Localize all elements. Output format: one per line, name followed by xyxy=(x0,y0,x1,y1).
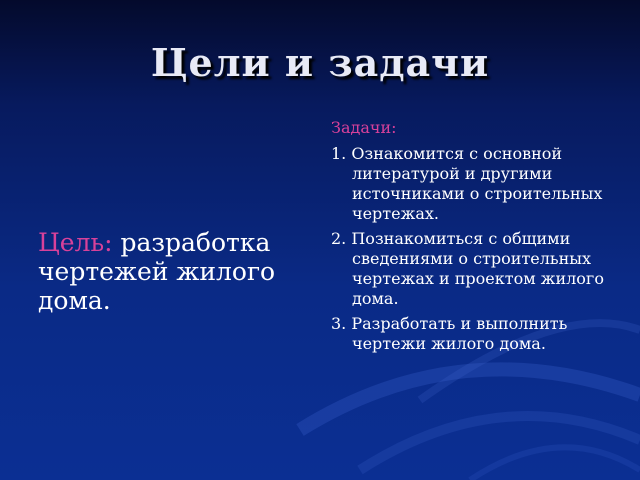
task-item: 1. Ознакомится с основной литературой и другими источниками о строительных чертежах. xyxy=(331,144,603,223)
goal-text: разработка чертежей жилого дома. xyxy=(38,228,276,315)
slide-title: Цели и задачи xyxy=(150,40,490,85)
goal-label: Цель: xyxy=(38,228,113,257)
tasks-list xyxy=(331,144,631,354)
goal-block xyxy=(38,228,318,315)
task-item: 3. Разработать и выполнить чертежи жилого дома. xyxy=(331,314,568,353)
task-item: 2. Познакомиться с общими сведениями о строительных чертежах и проектом жилого дома. xyxy=(331,229,604,308)
tasks-heading: Задачи: xyxy=(331,118,397,137)
tasks-block xyxy=(331,117,631,359)
